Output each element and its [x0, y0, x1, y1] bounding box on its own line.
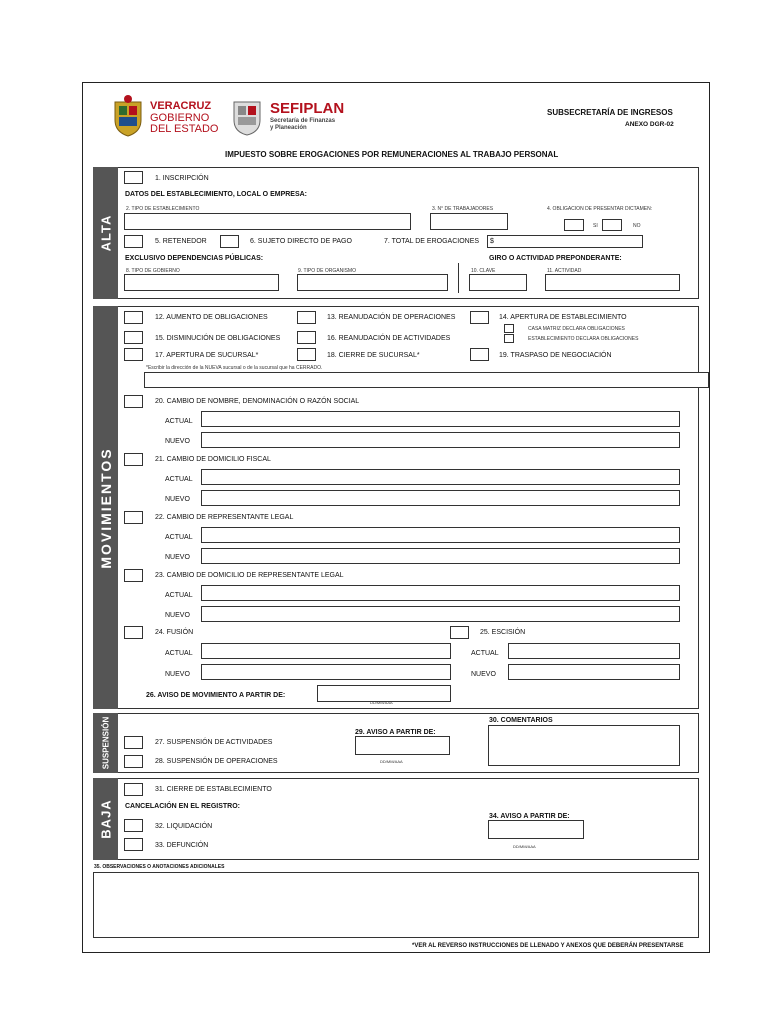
- cambio-nombre-nuevo-label: NUEVO: [165, 438, 190, 445]
- liquidacion-label: 32. LIQUIDACIÓN: [155, 823, 213, 830]
- cambio-domicilio-representante-actual-label: ACTUAL: [165, 592, 193, 599]
- exclusivo-heading: EXCLUSIVO DEPENDENCIAS PÚBLICAS:: [125, 255, 264, 262]
- direccion-sucursal-input[interactable]: [144, 372, 709, 388]
- sujeto-directo-checkbox[interactable]: [220, 235, 239, 248]
- escision-nuevo-input[interactable]: [508, 664, 680, 680]
- clave-input[interactable]: [469, 274, 527, 291]
- logo-left-line-1: VERACRUZ: [150, 100, 212, 112]
- alta-band: [93, 167, 118, 299]
- baja-aviso-label: 34. AVISO A PARTIR DE:: [489, 813, 570, 820]
- veracruz-logo: [112, 94, 222, 138]
- apertura-establecimiento-checkbox[interactable]: [470, 311, 489, 324]
- reanudacion-actividades-checkbox[interactable]: [297, 331, 316, 344]
- giro-heading: GIRO O ACTIVIDAD PREPONDERANTE:: [489, 255, 622, 262]
- cambio-domicilio-nuevo-label: NUEVO: [165, 496, 190, 503]
- clave-label: 10. CLAVE: [471, 268, 496, 274]
- sefiplan-emblem-icon: [230, 96, 264, 136]
- cambio-domicilio-actual-label: ACTUAL: [165, 476, 193, 483]
- disminucion-checkbox[interactable]: [124, 331, 143, 344]
- cambio-nombre-nuevo-input[interactable]: [201, 432, 680, 448]
- cierre-sucursal-label: 18. CIERRE DE SUCURSAL*: [327, 352, 420, 359]
- cambio-domicilio-representante-nuevo-input[interactable]: [201, 606, 680, 622]
- establecimiento-declara-label: ESTABLECIMIENTO DECLARA OBLIGACIONES: [528, 336, 639, 342]
- suspension-label: SUSPENSIÓN: [101, 716, 110, 770]
- cambio-representante-label: 22. CAMBIO DE REPRESENTANTE LEGAL: [155, 514, 294, 521]
- movimientos-band: [93, 306, 118, 709]
- disminucion-label: 15. DISMINUCIÓN DE OBLIGACIONES: [155, 335, 281, 342]
- total-erogaciones-label: 7. TOTAL DE EROGACIONES: [384, 238, 480, 245]
- nota-sucursal: *Escribir la dirección de la NUEVA sucursal o de la sucursal que ha CERRADO.: [146, 365, 323, 371]
- dictamen-si-checkbox[interactable]: [564, 219, 584, 231]
- sefiplan-sub-2: y Planeación: [270, 125, 307, 131]
- cancelacion-heading: CANCELACIÓN EN EL REGISTRO:: [125, 803, 240, 810]
- cambio-domicilio-representante-checkbox[interactable]: [124, 569, 143, 582]
- cambio-domicilio-label: 21. CAMBIO DE DOMICILIO FISCAL: [155, 456, 271, 463]
- defuncion-label: 33. DEFUNCIÓN: [155, 842, 209, 849]
- aviso-movimiento-date-format: DD/MM/AAA: [370, 700, 393, 705]
- establecimiento-declara-checkbox[interactable]: [504, 334, 514, 343]
- escision-label: 25. ESCISIÓN: [480, 629, 526, 636]
- reanudacion-operaciones-label: 13. REANUDACIÓN DE OPERACIONES: [327, 314, 456, 321]
- tipo-establecimiento-input[interactable]: [124, 213, 411, 230]
- movimientos-label: MOVIMIENTOS: [97, 446, 114, 569]
- fusion-checkbox[interactable]: [124, 626, 143, 639]
- traspaso-checkbox[interactable]: [470, 348, 489, 361]
- anexo: ANEXO DGR-02: [625, 121, 674, 128]
- datos-heading: DATOS DEL ESTABLECIMIENTO, LOCAL O EMPRESA:: [125, 191, 308, 198]
- actividad-input[interactable]: [545, 274, 680, 291]
- apertura-establecimiento-label: 14. APERTURA DE ESTABLECIMIENTO: [499, 314, 627, 321]
- baja-label: BAJA: [98, 799, 113, 839]
- baja-band: [93, 778, 118, 860]
- reanudacion-operaciones-checkbox[interactable]: [297, 311, 316, 324]
- subsecretaria: SUBSECRETARÍA DE INGRESOS: [547, 108, 673, 117]
- sujeto-directo-label: 6. SUJETO DIRECTO DE PAGO: [250, 238, 352, 245]
- escision-checkbox[interactable]: [450, 626, 469, 639]
- actividad-label: 11. ACTIVIDAD: [547, 268, 582, 274]
- aumento-checkbox[interactable]: [124, 311, 143, 324]
- defuncion-checkbox[interactable]: [124, 838, 143, 851]
- tipo-organismo-input[interactable]: [297, 274, 448, 291]
- alta-label: ALTA: [98, 214, 113, 252]
- suspension-date-format: DD/MM/AAA: [380, 759, 403, 764]
- fusion-actual-label: ACTUAL: [165, 650, 193, 657]
- inscripcion-checkbox[interactable]: [124, 171, 143, 184]
- footer-note: *VER AL REVERSO INSTRUCCIONES DE LLENADO Y ANEXOS QUE DEBERÁN PRESENTARSE: [412, 943, 684, 949]
- fusion-nuevo-input[interactable]: [201, 664, 451, 680]
- casa-matriz-label: CASA MATRIZ DECLARA OBLIGACIONES: [528, 326, 625, 332]
- escision-actual-input[interactable]: [508, 643, 680, 659]
- cambio-nombre-actual-input[interactable]: [201, 411, 680, 427]
- suspension-band: [93, 713, 118, 773]
- suspension-operaciones-checkbox[interactable]: [124, 755, 143, 768]
- dictamen-no-checkbox[interactable]: [602, 219, 622, 231]
- cambio-domicilio-nuevo-input[interactable]: [201, 490, 680, 506]
- veracruz-shield-icon: [112, 94, 144, 138]
- baja-aviso-date-input[interactable]: [488, 820, 584, 839]
- apertura-sucursal-checkbox[interactable]: [124, 348, 143, 361]
- cambio-nombre-label: 20. CAMBIO DE NOMBRE, DENOMINACIÓN O RAZÓN SOCIAL: [155, 398, 360, 405]
- retenedor-checkbox[interactable]: [124, 235, 143, 248]
- cambio-representante-checkbox[interactable]: [124, 511, 143, 524]
- suspension-actividades-label: 27. SUSPENSIÓN DE ACTIVIDADES: [155, 739, 273, 746]
- cambio-representante-nuevo-input[interactable]: [201, 548, 680, 564]
- cambio-domicilio-actual-input[interactable]: [201, 469, 680, 485]
- cambio-domicilio-checkbox[interactable]: [124, 453, 143, 466]
- casa-matriz-checkbox[interactable]: [504, 324, 514, 333]
- reanudacion-actividades-label: 16. REANUDACIÓN DE ACTIVIDADES: [327, 335, 451, 342]
- logo-left-line-2: GOBIERNO: [150, 112, 210, 124]
- sefiplan-title: SEFIPLAN: [270, 100, 345, 117]
- liquidacion-checkbox[interactable]: [124, 819, 143, 832]
- observaciones-input[interactable]: [93, 872, 699, 938]
- tipo-establecimiento-label: 2. TIPO DE ESTABLECIMIENTO: [126, 206, 200, 212]
- suspension-aviso-label: 29. AVISO A PARTIR DE:: [355, 729, 436, 736]
- total-erogaciones-input[interactable]: [487, 235, 643, 248]
- aviso-movimiento-label: 26. AVISO DE MOVIMIENTO A PARTIR DE:: [146, 692, 286, 699]
- apertura-sucursal-label: 17. APERTURA DE SUCURSAL*: [155, 352, 259, 359]
- observaciones-label: 35. OBSERVACIONES O ANOTACIONES ADICIONALES: [94, 864, 225, 870]
- cambio-domicilio-representante-actual-input[interactable]: [201, 585, 680, 601]
- sefiplan-logo: [230, 94, 360, 138]
- logo-left-line-3: DEL ESTADO: [150, 123, 219, 135]
- cierre-sucursal-checkbox[interactable]: [297, 348, 316, 361]
- comentarios-input[interactable]: [488, 725, 680, 766]
- cambio-domicilio-representante-nuevo-label: NUEVO: [165, 612, 190, 619]
- escision-nuevo-label: NUEVO: [471, 671, 496, 678]
- cambio-nombre-checkbox[interactable]: [124, 395, 143, 408]
- form-title: IMPUESTO SOBRE EROGACIONES POR REMUNERACIONES AL TRABAJO PERSONAL: [225, 150, 559, 159]
- obligacion-dictamen-label: 4. OBLIGACION DE PRESENTAR DICTAMEN:: [547, 206, 653, 212]
- retenedor-label: 5. RETENEDOR: [155, 238, 207, 245]
- suspension-operaciones-label: 28. SUSPENSIÓN DE OPERACIONES: [155, 758, 278, 765]
- inscripcion-label: 1. INSCRIPCIÓN: [155, 175, 209, 182]
- cambio-nombre-actual-label: ACTUAL: [165, 418, 193, 425]
- cierre-establecimiento-checkbox[interactable]: [124, 783, 143, 796]
- trabajadores-label: 3. N° DE TRABAJADORES: [432, 206, 494, 212]
- traspaso-label: 19. TRASPASO DE NEGOCIACIÓN: [499, 352, 612, 359]
- cambio-representante-actual-label: ACTUAL: [165, 534, 193, 541]
- fusion-label: 24. FUSIÓN: [155, 629, 194, 636]
- comentarios-label: 30. COMENTARIOS: [489, 717, 553, 724]
- escision-actual-label: ACTUAL: [471, 650, 499, 657]
- cambio-representante-nuevo-label: NUEVO: [165, 554, 190, 561]
- giro-divider: [458, 263, 459, 293]
- aumento-label: 12. AUMENTO DE OBLIGACIONES: [155, 314, 268, 321]
- currency-sign: $: [490, 238, 494, 245]
- dictamen-no-label: NO: [633, 223, 641, 229]
- tipo-organismo-label: 9. TIPO DE ORGANISMO: [298, 268, 356, 274]
- cambio-domicilio-representante-label: 23. CAMBIO DE DOMICILIO DE REPRESENTANTE LEGAL: [155, 572, 344, 579]
- tipo-gobierno-label: 8. TIPO DE GOBIERNO: [126, 268, 180, 274]
- suspension-actividades-checkbox[interactable]: [124, 736, 143, 749]
- cierre-establecimiento-label: 31. CIERRE DE ESTABLECIMIENTO: [155, 786, 272, 793]
- sefiplan-sub-1: Secretaría de Finanzas: [270, 118, 336, 124]
- tipo-gobierno-input[interactable]: [124, 274, 279, 291]
- fusion-nuevo-label: NUEVO: [165, 671, 190, 678]
- suspension-aviso-date-input[interactable]: [355, 736, 450, 755]
- baja-date-format: DD/MM/AAA: [513, 844, 536, 849]
- trabajadores-input[interactable]: [430, 213, 508, 230]
- dictamen-si-label: SI: [593, 223, 598, 229]
- fusion-actual-input[interactable]: [201, 643, 451, 659]
- cambio-representante-actual-input[interactable]: [201, 527, 680, 543]
